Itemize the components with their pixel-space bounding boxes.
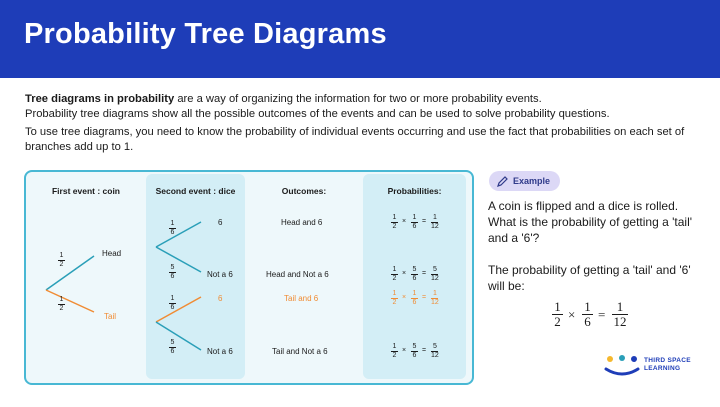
dice-prob-4-den: 6 <box>170 348 175 355</box>
prob-2-eq: = <box>422 270 427 277</box>
head-prob-num: 1 <box>59 252 64 259</box>
intro-bold-term: Tree diagrams in probability <box>25 93 175 105</box>
tail-prob-num: 1 <box>59 296 64 303</box>
dice-label-2: Not a 6 <box>207 270 233 279</box>
prob-3-times: × <box>402 294 407 301</box>
outcome-4: Tail and Not a 6 <box>272 347 328 356</box>
prob-row-1 <box>391 214 451 234</box>
header-second-event: Second event : dice <box>155 186 236 196</box>
branch-head-not6 <box>156 247 201 272</box>
dice-label-4: Not a 6 <box>207 347 233 356</box>
prob-3-b-den: 6 <box>412 299 417 306</box>
dice-label-3: 6 <box>218 294 223 303</box>
dice-prob-3-den: 6 <box>170 304 175 311</box>
intro-paragraph-3: To use tree diagrams, you need to know the probability of individual events occurring and use the fact that probabilities on each set of branches add up to 1. <box>25 126 685 153</box>
prob-2-r <box>431 266 439 283</box>
branch-head-6 <box>156 222 201 247</box>
outcome-2: Head and Not a 6 <box>266 270 329 279</box>
prob-3-b <box>411 290 418 307</box>
example-calculation <box>552 300 642 332</box>
third-space-logo-icon <box>604 353 640 377</box>
branch-tail-not6 <box>156 322 201 350</box>
calc-r-den: 12 <box>613 314 627 329</box>
prob-row-2 <box>391 266 451 286</box>
logo-line-2: LEARNING <box>644 365 681 372</box>
prob-4-r <box>431 343 439 360</box>
prob-1-times: × <box>402 218 407 225</box>
prob-1-eq: = <box>422 218 427 225</box>
prob-2-a <box>391 266 398 283</box>
header-first-event: First event : coin <box>51 186 120 196</box>
calc-b <box>582 300 593 329</box>
prob-4-b <box>411 343 418 360</box>
tree-diagram-panel <box>24 170 474 385</box>
prob-2-times: × <box>402 270 407 277</box>
prob-1-a <box>391 214 398 231</box>
dice-prob-3 <box>169 295 176 312</box>
intro-text <box>25 92 705 158</box>
header-outcomes: Outcomes: <box>281 186 327 196</box>
dice-prob-2 <box>169 264 176 281</box>
prob-3-r <box>431 290 439 307</box>
prob-4-eq: = <box>422 347 427 354</box>
dice-prob-1-num: 1 <box>170 220 175 227</box>
example-tag-label: Example <box>513 176 551 186</box>
dice-prob-4 <box>169 339 176 356</box>
example-answer-intro: The probability of getting a 'tail' and '6' will be: <box>488 263 691 293</box>
prob-4-b-den: 6 <box>412 352 417 359</box>
calc-b-den: 6 <box>584 314 591 329</box>
calc-times: × <box>568 307 576 322</box>
prob-2-b-den: 6 <box>412 275 417 282</box>
prob-row-4 <box>391 343 451 363</box>
logo-line-1: THIRD SPACE <box>644 357 691 364</box>
prob-1-r-den: 12 <box>431 223 439 230</box>
tail-probability <box>58 296 65 313</box>
branch-tail-6 <box>156 297 201 322</box>
prob-4-a-den: 2 <box>392 352 397 359</box>
calc-b-num: 1 <box>584 299 591 314</box>
intro-p1-rest: are a way of organizing the information for two or more probability events. <box>174 93 542 105</box>
example-question: A coin is flipped and a dice is rolled. What is the probability of getting a 'tail' and a '6'? <box>488 199 693 245</box>
prob-4-times: × <box>402 347 407 354</box>
title-banner <box>0 0 720 78</box>
tail-label: Tail <box>104 312 117 321</box>
outcome-1: Head and 6 <box>281 218 323 227</box>
dice-prob-4-num: 5 <box>170 339 175 346</box>
prob-4-b-num: 5 <box>412 343 417 350</box>
calc-r-num: 1 <box>616 299 624 314</box>
calc-a <box>552 300 563 329</box>
third-space-logo-text <box>644 357 691 373</box>
calc-eq: = <box>598 307 606 322</box>
head-probability <box>58 252 65 269</box>
prob-2-r-num: 5 <box>432 266 437 273</box>
dice-prob-3-num: 1 <box>170 295 175 302</box>
prob-3-r-den: 12 <box>431 299 439 306</box>
prob-1-r <box>431 214 439 231</box>
calc-a-num: 1 <box>554 299 561 314</box>
prob-2-a-den: 2 <box>392 275 397 282</box>
branch-tail <box>46 290 94 312</box>
prob-1-b <box>411 214 418 231</box>
prob-2-b-num: 5 <box>412 266 417 273</box>
prob-1-a-den: 2 <box>392 223 397 230</box>
prob-3-a-den: 2 <box>392 299 397 306</box>
tail-prob-den: 2 <box>59 305 64 312</box>
calc-a-den: 2 <box>554 314 561 329</box>
prob-3-a-num: 1 <box>392 290 397 297</box>
prob-row-3 <box>391 290 451 310</box>
prob-3-b-num: 1 <box>412 290 417 297</box>
example-tag <box>489 171 560 191</box>
dice-prob-1 <box>169 220 176 237</box>
page-title: Probability Tree Diagrams <box>24 18 387 50</box>
prob-2-r-den: 12 <box>431 275 439 282</box>
intro-p2: Probability tree diagrams show all the possible outcomes of the events and can be used to solve probability questions. <box>25 107 610 120</box>
prob-2-a-num: 1 <box>392 266 397 273</box>
dice-prob-2-num: 5 <box>170 264 175 271</box>
prob-3-eq: = <box>422 294 427 301</box>
dice-label-1: 6 <box>218 218 223 227</box>
prob-1-b-den: 6 <box>412 223 417 230</box>
prob-3-r-num: 1 <box>432 290 437 297</box>
prob-1-r-num: 1 <box>432 214 437 221</box>
calc-r <box>612 300 628 329</box>
prob-1-a-num: 1 <box>392 214 397 221</box>
branch-head <box>46 256 94 290</box>
prob-4-r-den: 12 <box>431 352 439 359</box>
prob-3-a <box>391 290 398 307</box>
header-probabilities: Probabilities: <box>387 186 442 196</box>
dice-prob-2-den: 6 <box>170 273 175 280</box>
dice-prob-1-den: 6 <box>170 229 175 236</box>
prob-4-a-num: 1 <box>392 343 397 350</box>
intro-paragraph-1 <box>25 92 705 121</box>
head-label: Head <box>102 249 122 258</box>
pencil-icon <box>497 176 508 187</box>
prob-4-a <box>391 343 398 360</box>
prob-4-r-num: 5 <box>432 343 437 350</box>
outcome-3: Tail and 6 <box>284 294 319 303</box>
prob-2-b <box>411 266 418 283</box>
prob-1-b-num: 1 <box>412 214 417 221</box>
head-prob-den: 2 <box>59 261 64 268</box>
